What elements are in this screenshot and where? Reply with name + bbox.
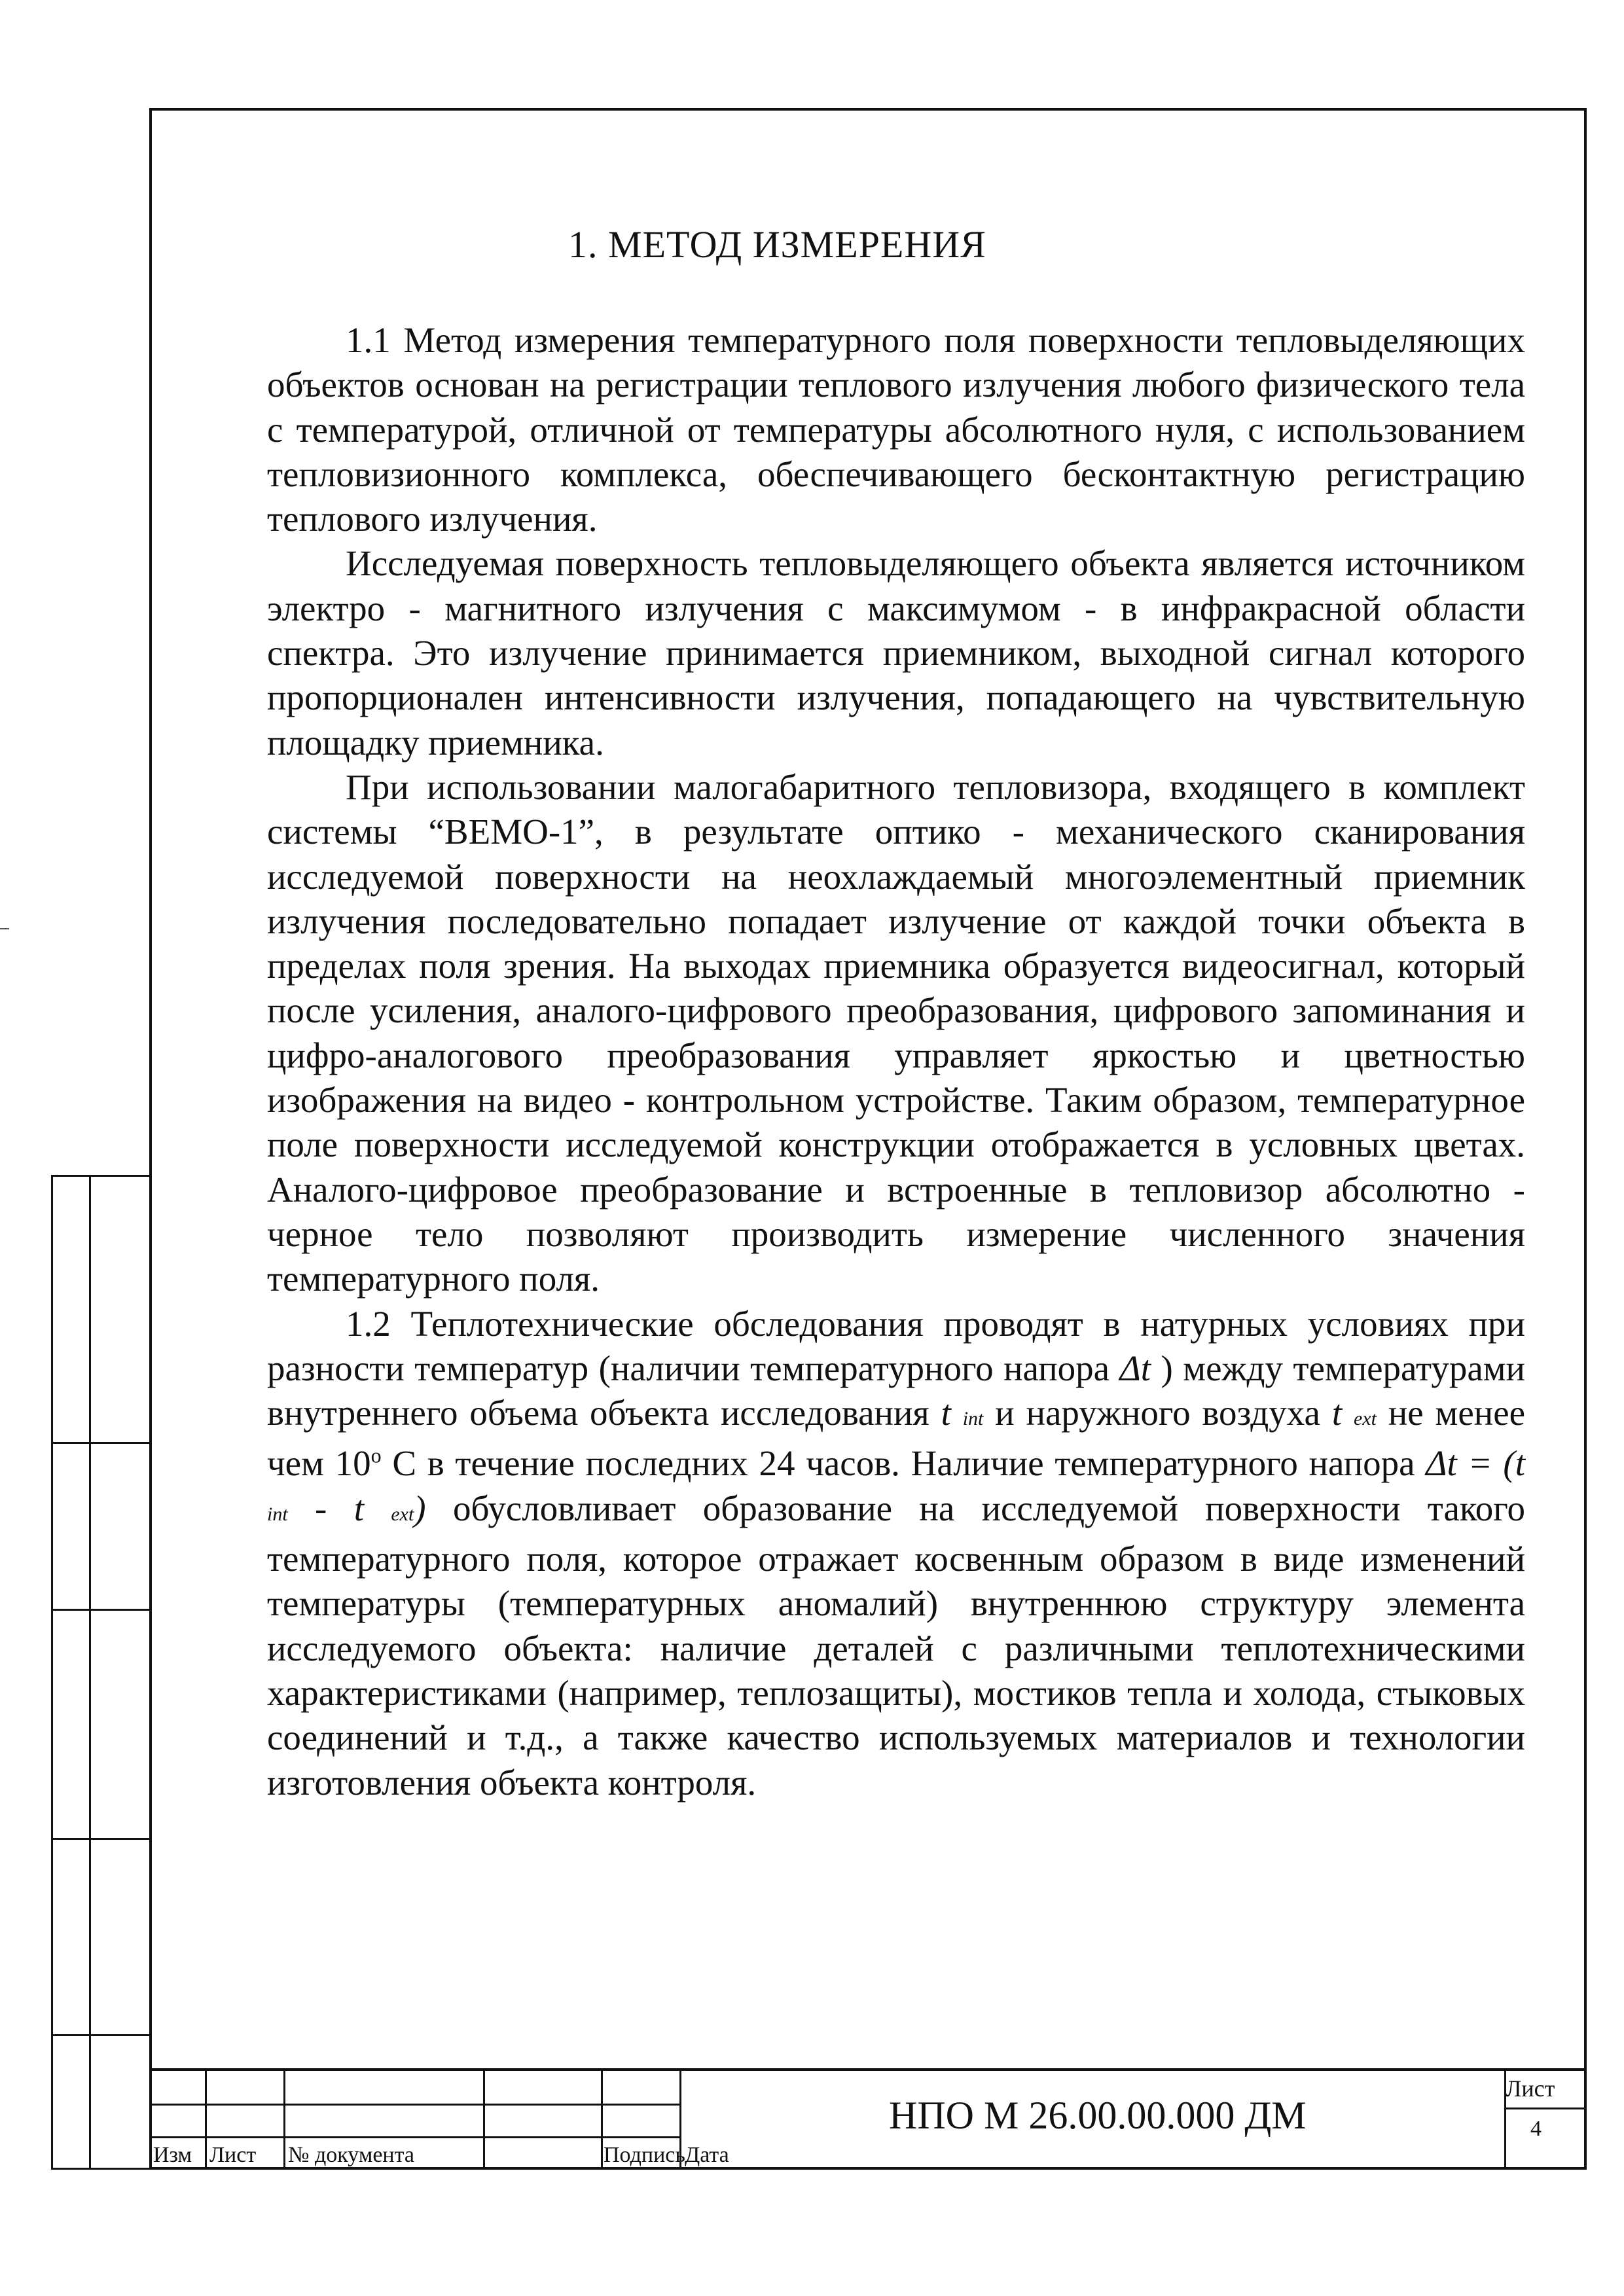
- title-block-col-line: [601, 2071, 603, 2170]
- col-izm-label: Изм: [153, 2143, 192, 2167]
- title-block-col-line: [483, 2071, 485, 2170]
- formula-minus: - t: [287, 1488, 391, 1528]
- side-stamp-row-line: [53, 1838, 149, 1840]
- text-run: не менее чем 10: [267, 1393, 1526, 1484]
- sheet-number: 4: [1530, 2117, 1542, 2141]
- col-date-label: Дата: [685, 2143, 729, 2167]
- title-block-col-line: [205, 2071, 207, 2170]
- delta-t-symbol: Δt: [1119, 1348, 1151, 1388]
- title-block-row-line: [1504, 2108, 1587, 2109]
- page-title: 1. МЕТОД ИЗМЕРЕНИЯ: [568, 223, 986, 266]
- paragraph: 1.1 Метод измерения температурного поля поверхности тепловыделяющих объектов основан на регистрации теплового излучения любого физического тела с температурой, отличной от температуры абсолютного нуля, с использованием тепловизионного комплекса, обеспечивающего бесконтактную регистрацию теплового излучения.: [267, 320, 1525, 539]
- text-run: С в течение последних 24 часов. Наличие температурного напора: [381, 1443, 1426, 1484]
- col-sign-label: Подпись: [604, 2143, 685, 2167]
- text-run: 1.2 Теплотехнические обследования проводят в натурных условиях при разности температур (наличии температурного напора: [267, 1303, 1525, 1388]
- formula-int-sub: int: [267, 1503, 288, 1525]
- formula-delta-t: Δt: [1426, 1443, 1457, 1484]
- side-stamp-divider: [89, 1177, 91, 2168]
- col-doc-label: № документа: [288, 2143, 414, 2167]
- int-subscript: int: [962, 1408, 984, 1430]
- side-stamp-row-line: [53, 2034, 149, 2036]
- title-block: [149, 2068, 1587, 2170]
- margin-mark: [0, 928, 9, 929]
- side-stamp-column: [51, 1175, 149, 2170]
- text-run: обусловливает образование на исследуемой поверхности такого температурного поля, которое отражает косвенным образом в виде изменений температуры (температурных аномалий) внутреннюю структуру элемента исследуемого объекта: наличие деталей с различными теплотехническими характеристиками (например, теплозащиты), мостиков тепла и холода, стыковых соединений и т.д., а также качество используемых материалов и технологии изготовления объекта контроля.: [267, 1488, 1525, 1803]
- paragraph: Исследуемая поверхность тепловыделяющего объекта является источником электро - магнитного излучения с максимумом - в инфракрасной области спектра. Это излучение принимается приемником, выходной сигнал которого пропорционален интенсивности излучения, попадающего на чувствительную площадку приемника.: [267, 543, 1525, 762]
- body-text: [267, 318, 1525, 1805]
- t-int-var: t: [941, 1393, 951, 1433]
- formula-ext-sub: ext: [391, 1503, 414, 1525]
- paragraph-1-2: [267, 1302, 1525, 1805]
- sheet-label: Лист: [1506, 2075, 1555, 2102]
- formula-eq: = (t: [1456, 1443, 1525, 1484]
- title-block-row-line: [149, 2136, 679, 2138]
- document-code: НПО М 26.00.00.000 ДМ: [889, 2094, 1307, 2137]
- text-run: и наружного воздуха: [983, 1393, 1332, 1433]
- side-stamp-row-line: [53, 1609, 149, 1611]
- t-ext-var: t: [1331, 1393, 1343, 1433]
- title-block-col-line: [283, 2071, 285, 2170]
- title-block-row-line: [149, 2104, 679, 2106]
- paragraph: При использовании малогабаритного тепловизора, входящего в комплект системы “ВЕМО-1”, в результате оптико - механического сканирования исследуемой поверхности на неохлаждаемый многоэлементный приемник излучения последовательно попадает излучение от каждой точки объекта в пределах поля зрения. На выходах приемника образуется видеосигнал, который после усиления, аналого-цифрового преобразования, цифрового запоминания и цифро-аналогового преобразования управляет яркостью и цветностью изображения на видео - контрольном устройстве. Таким образом, температурное поле поверхности исследуемой конструкции отображается в условных цветах. Аналого-цифровое преобразование и встроенные в тепловизор абсолютно - черное тело позволяют производить измерение численного значения температурного поля.: [267, 766, 1525, 1299]
- col-list-label: Лист: [209, 2143, 257, 2167]
- formula-close: ): [414, 1488, 426, 1528]
- degree-mark: o: [370, 1444, 382, 1468]
- ext-subscript: ext: [1353, 1408, 1377, 1430]
- side-stamp-row-line: [53, 1442, 149, 1444]
- text-run: ) между температурами внутреннего объема объекта исследования: [267, 1348, 1525, 1433]
